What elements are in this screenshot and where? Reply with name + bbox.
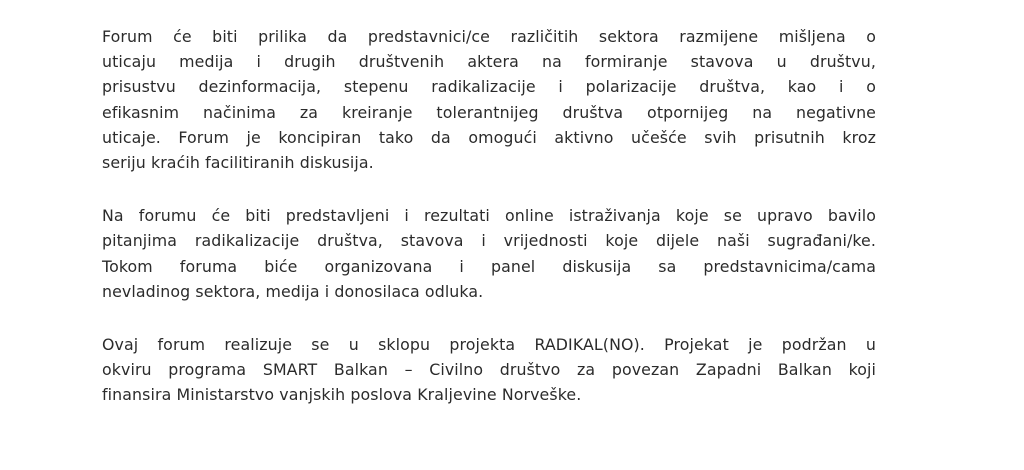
paragraph-project-funding xyxy=(102,332,876,408)
paragraph-line: okviru programa SMART Balkan – Civilno društvo za povezan Zapadni Balkan koji xyxy=(102,360,876,380)
paragraph-line: uticaju medija i drugih društvenih aktera na formiranje stavova u društvu, xyxy=(102,52,876,72)
paragraph-line: Na forumu će biti predstavljeni i rezultati online istraživanja koje se upravo bavilo xyxy=(102,206,876,226)
paragraph-line: finansira Ministarstvo vanjskih poslova Kraljevine Norveške. xyxy=(102,385,582,405)
document-body xyxy=(102,24,876,436)
paragraph-line: Ovaj forum realizuje se u sklopu projekta RADIKAL(NO). Projekat je podržan u xyxy=(102,335,876,355)
paragraph-forum-intro xyxy=(102,24,876,175)
paragraph-line: efikasnim načinima za kreiranje tolerantnijeg društva otpornijeg na negativne xyxy=(102,102,876,122)
paragraph-research-results xyxy=(102,203,876,304)
paragraph-line: prisustvu dezinformacija, stepenu radikalizacije i polarizacije društva, kao i o xyxy=(102,77,876,97)
paragraph-line: pitanjima radikalizacije društva, stavova i vrijednosti koje dijele naši sugrađani/ke. xyxy=(102,231,876,251)
paragraph-line: nevladinog sektora, medija i donosilaca odluka. xyxy=(102,281,484,301)
paragraph-line: seriju kraćih facilitiranih diskusija. xyxy=(102,153,374,173)
paragraph-line: Forum će biti prilika da predstavnici/ce različitih sektora razmijene mišljena o xyxy=(102,27,876,46)
paragraph-line: uticaje. Forum je koncipiran tako da omogući aktivno učešće svih prisutnih kroz xyxy=(102,127,876,147)
paragraph-line: Tokom foruma biće organizovana i panel diskusija sa predstavnicima/cama xyxy=(102,256,876,276)
